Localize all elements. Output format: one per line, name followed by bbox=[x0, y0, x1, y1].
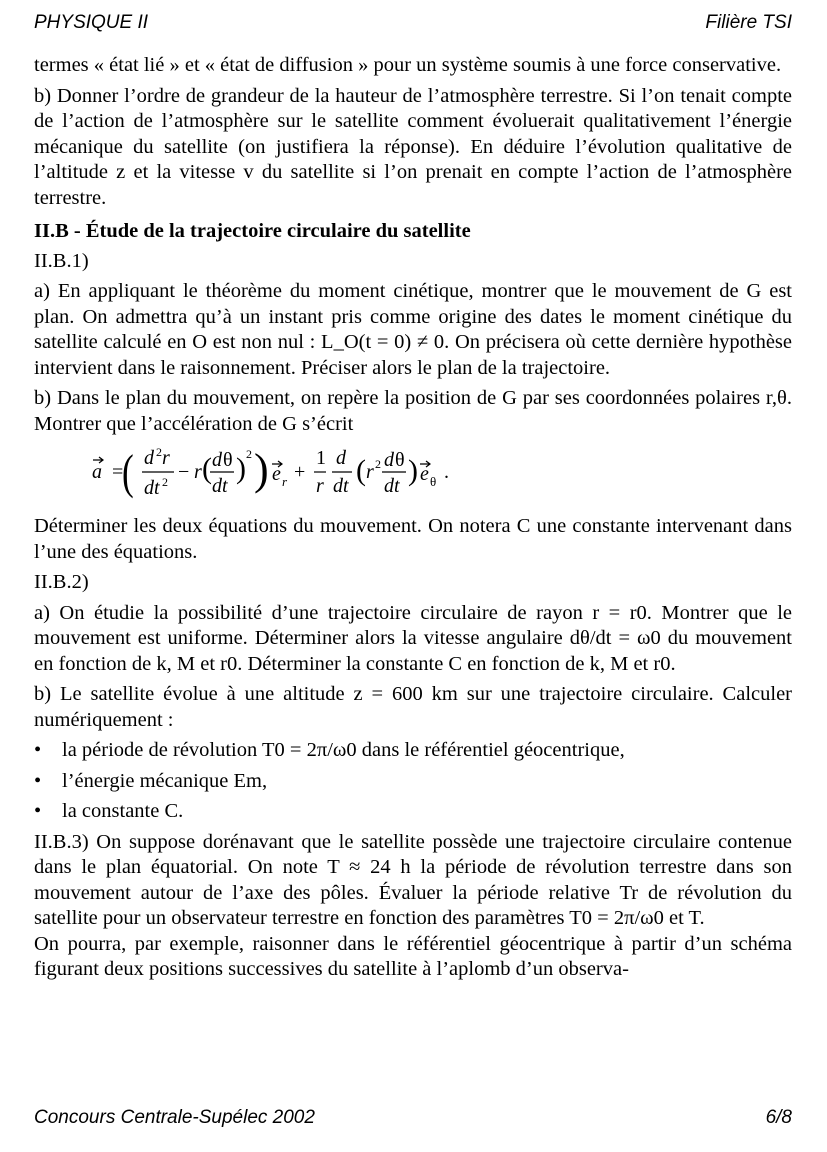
list-item bbox=[34, 799, 792, 825]
svg-text:−: − bbox=[178, 461, 190, 483]
bullet-icon: • bbox=[34, 800, 42, 822]
section-heading: II.B - Étude de la trajectoire circulaire du satellite bbox=[34, 220, 471, 242]
footer-left: Concours Centrale-Supélec 2002 bbox=[34, 1107, 315, 1128]
svg-text:dt: dt bbox=[384, 475, 400, 497]
paragraph: Déterminer les deux équations du mouvement. On notera C une constante intervenant dans l’une des équations. bbox=[34, 515, 792, 563]
svg-text:r: r bbox=[366, 461, 374, 483]
list-item-text: l’énergie mécanique Em, bbox=[62, 769, 268, 792]
svg-text:θ: θ bbox=[395, 449, 405, 471]
svg-text:(: ( bbox=[202, 452, 212, 485]
list-item-text: la constante C. bbox=[62, 800, 184, 822]
svg-text:2: 2 bbox=[162, 475, 168, 489]
svg-text:): ) bbox=[236, 452, 246, 485]
equation-graphic bbox=[90, 442, 490, 504]
header-left: PHYSIQUE II bbox=[34, 12, 149, 33]
svg-text:d: d bbox=[212, 449, 222, 471]
svg-text:=: = bbox=[112, 461, 124, 483]
bullet-icon: • bbox=[34, 739, 42, 761]
svg-text:e: e bbox=[272, 463, 281, 485]
svg-text:r: r bbox=[194, 461, 202, 483]
page-header bbox=[34, 12, 792, 36]
svg-text:d: d bbox=[144, 447, 154, 469]
svg-text:θ: θ bbox=[223, 449, 233, 471]
paragraph: termes « état lié » et « état de diffusion » pour un système soumis à une force conservative. bbox=[34, 54, 782, 76]
subsection-label: II.B.1) bbox=[34, 249, 89, 272]
svg-text:.: . bbox=[444, 461, 449, 483]
svg-text:r: r bbox=[282, 474, 288, 489]
paragraph: II.B.3) On suppose dorénavant que le satellite possède une trajectoire circulaire contenue dans le plan équatorial. On note T ≈ 24 h la période de révolution terrestre dans son mouvement autour de l’axe des pôles. Évaluer la période relative Tr de révolution du satellite pour un observateur terrestre en fonction des paramètres T0 = 2π/ω0 et T. bbox=[34, 830, 792, 929]
paragraph: a) En appliquant le théorème du moment cinétique, montrer que le mouvement de G est plan. On admettra qu’à un instant pris comme origine des dates le moment cinétique du satellite calculé en O est non nul : L_O(t = 0) ≠ 0. On précisera où cette dernière hypothèse intervient dans le raisonnement. Préciser alors le plan de la trajectoire. bbox=[34, 280, 792, 379]
svg-text:d: d bbox=[384, 449, 394, 471]
paragraph: b) Donner l’ordre de grandeur de la hauteur de l’atmosphère terrestre. Si l’on tenait compte de l’action de l’atmosphère sur le satellite comment évoluerait qualitativement l’énergie mécanique du satellite (on justifiera la réponse). En déduire l’évolution qualitative de l’altitude z et la vitesse v du satellite si l’on prenait en compte l’action de l’atmosphère terrestre. bbox=[34, 84, 792, 209]
svg-text:): ) bbox=[254, 445, 269, 494]
acceleration-equation bbox=[90, 442, 792, 504]
svg-text:θ: θ bbox=[430, 474, 437, 489]
subsection-label: II.B.2) bbox=[34, 571, 89, 593]
list-item bbox=[34, 769, 792, 795]
svg-text:a: a bbox=[92, 461, 102, 483]
svg-text:2: 2 bbox=[375, 457, 381, 471]
svg-text:1: 1 bbox=[316, 447, 326, 469]
header-right: Filière TSI bbox=[705, 12, 792, 33]
svg-text:(: ( bbox=[356, 454, 366, 487]
svg-text:): ) bbox=[408, 454, 418, 487]
main-content bbox=[34, 53, 792, 988]
svg-text:2: 2 bbox=[246, 447, 252, 461]
svg-text:+: + bbox=[294, 461, 306, 483]
paragraph: b) Le satellite évolue à une altitude z = 600 km sur une trajectoire circulaire. Calculer numériquement : bbox=[34, 683, 792, 731]
svg-text:e: e bbox=[420, 463, 429, 485]
page-number: 6/8 bbox=[765, 1107, 792, 1128]
svg-text:dt: dt bbox=[144, 477, 160, 499]
svg-text:r: r bbox=[316, 475, 324, 497]
paragraph: On pourra, par exemple, raisonner dans le référentiel géocentrique à partir d’un schéma figurant deux positions successives du satellite à l’aplomb d’un observa- bbox=[34, 932, 792, 980]
svg-text:2: 2 bbox=[156, 445, 162, 459]
list-item-text: la période de révolution T0 = 2π/ω0 dans le référentiel géocentrique, bbox=[62, 739, 625, 761]
svg-text:r: r bbox=[162, 447, 170, 469]
paragraph: b) Dans le plan du mouvement, on repère la position de G par ses coordonnées polaires r,θ. Montrer que l’accélération de G s’écrit bbox=[34, 387, 792, 435]
svg-text:dt: dt bbox=[212, 475, 228, 497]
bullet-icon: • bbox=[34, 769, 42, 792]
svg-text:dt: dt bbox=[333, 475, 349, 497]
list-item bbox=[34, 738, 792, 764]
page-footer bbox=[34, 1107, 792, 1131]
svg-text:(: ( bbox=[122, 445, 134, 500]
paragraph: a) On étudie la possibilité d’une trajectoire circulaire de rayon r = r0. Montrer que le mouvement est uniforme. Déterminer alors la vitesse angulaire dθ/dt = ω0 du mouvement en fonction de k, M et r0. Déterminer la constante C en fonction de k, M et r0. bbox=[34, 601, 792, 675]
svg-text:d: d bbox=[336, 447, 346, 469]
